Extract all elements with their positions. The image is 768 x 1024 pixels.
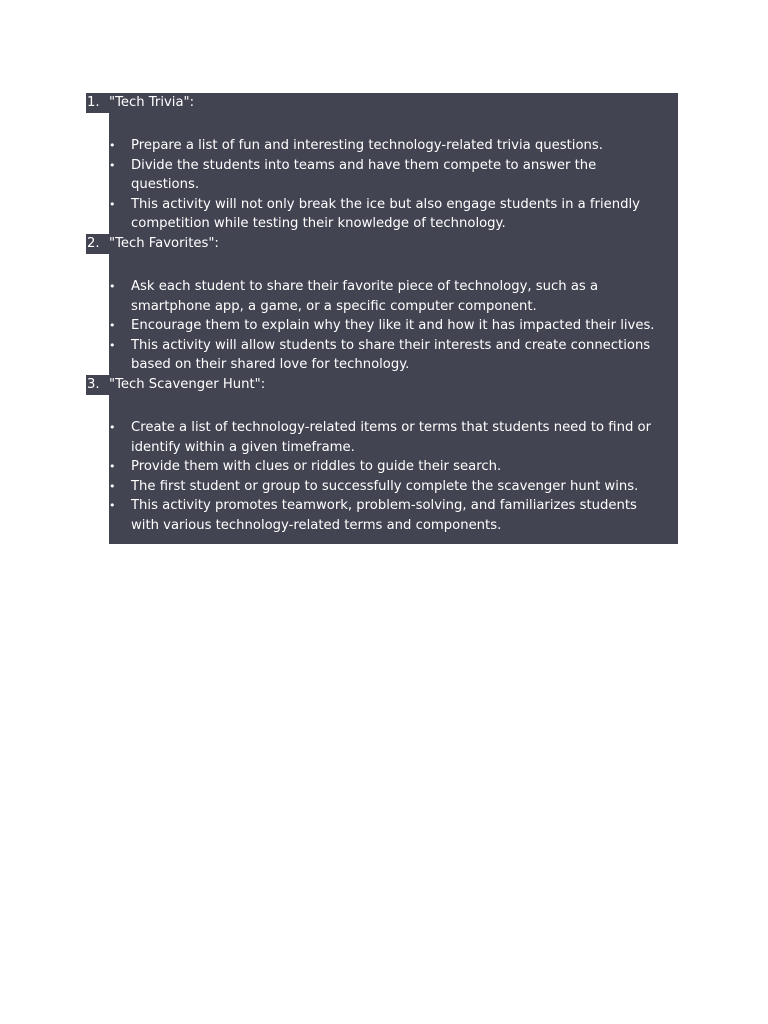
bullet-icon: • xyxy=(109,158,116,172)
item-title: "Tech Scavenger Hunt": xyxy=(109,376,266,392)
bullet-item xyxy=(109,457,678,477)
bullet-text: Create a list of technology-related items or terms that students need to find or identify within a given timeframe. xyxy=(131,419,652,455)
bullet-icon: • xyxy=(109,197,116,211)
bullet-item xyxy=(109,477,678,497)
bullet-text: This activity will not only break the ice but also engage students in a friendly competition while testing their knowledge of technology. xyxy=(131,196,640,232)
item-bullets xyxy=(109,113,678,234)
bullet-icon: • xyxy=(109,319,116,333)
list-item-tech-favorites xyxy=(86,234,678,375)
item-title: "Tech Trivia": xyxy=(109,95,195,110)
bullet-text: Provide them with clues or riddles to guide their search. xyxy=(131,459,502,475)
bullet-item xyxy=(109,156,678,195)
bullet-item xyxy=(109,195,678,234)
list-item-tech-trivia xyxy=(86,93,678,234)
bullet-text: The first student or group to successfully complete the scavenger hunt wins. xyxy=(131,478,639,494)
bullet-icon: • xyxy=(109,139,116,152)
bullet-icon: • xyxy=(109,420,116,434)
list-item-tech-scavenger-hunt xyxy=(86,375,678,544)
bullet-text: This activity will allow students to share their interests and create connections based on their shared love for technology. xyxy=(131,337,651,373)
bullet-item xyxy=(109,496,678,535)
item-number: 2. xyxy=(87,235,100,251)
item-heading xyxy=(86,375,678,395)
bullet-text: Ask each student to share their favorite piece of technology, such as a smartphone app, a game, or a specific computer component. xyxy=(131,278,599,314)
activity-list xyxy=(86,93,678,544)
bullet-text: This activity promotes teamwork, problem-solving, and familiarizes students with various technology-related terms and components. xyxy=(131,498,637,533)
bullet-text: Prepare a list of fun and interesting technology-related trivia questions. xyxy=(131,138,603,153)
bullet-item xyxy=(109,136,678,156)
item-number: 3. xyxy=(87,376,100,392)
item-heading xyxy=(86,93,678,113)
item-bullets xyxy=(109,395,678,544)
item-number: 1. xyxy=(87,95,100,110)
bullet-item xyxy=(109,336,678,375)
item-bullets xyxy=(109,254,678,375)
bullet-icon: • xyxy=(109,279,116,293)
item-heading xyxy=(86,234,678,254)
bullet-item xyxy=(109,316,678,336)
bullet-text: Encourage them to explain why they like it and how it has impacted their lives. xyxy=(131,318,655,334)
bullet-icon: • xyxy=(109,338,116,352)
bullet-item xyxy=(109,418,678,457)
bullet-text: Divide the students into teams and have them compete to answer the questions. xyxy=(131,157,597,193)
bullet-icon: • xyxy=(109,499,116,513)
item-title: "Tech Favorites": xyxy=(109,235,219,251)
bullet-icon: • xyxy=(109,479,116,493)
bullet-item xyxy=(109,277,678,316)
bullet-icon: • xyxy=(109,460,116,474)
